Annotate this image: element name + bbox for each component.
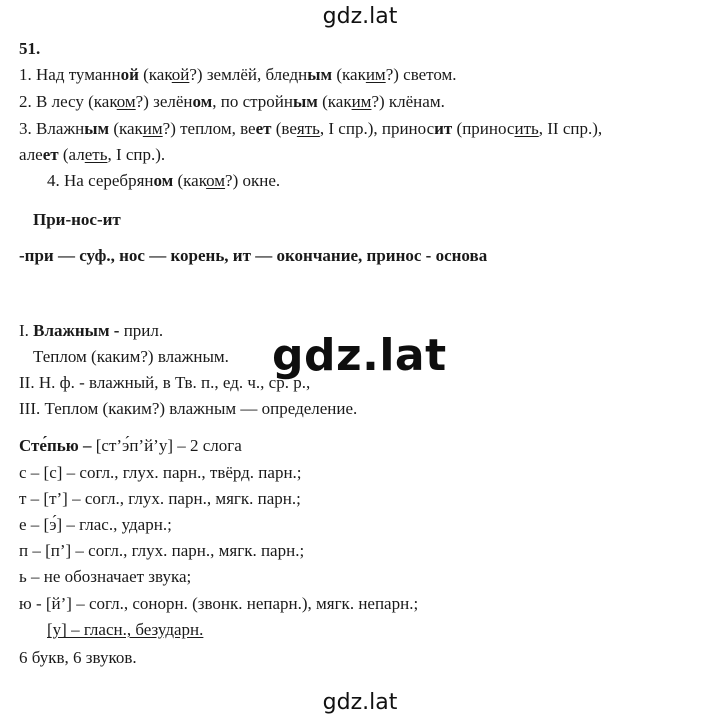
- text-segment: [у] – гласн., безударн.: [47, 620, 204, 639]
- morph-title: [33, 209, 121, 231]
- task-number: 51.: [19, 39, 41, 58]
- text-segment: ым: [84, 119, 110, 138]
- watermark-middle: gdz.lat: [272, 330, 447, 381]
- text-segment: ым: [293, 92, 318, 111]
- text-segment: -при — суф., нос — корень, ит — окончание, принос - основа: [19, 246, 488, 265]
- text-segment: 6 букв, 6 звуков.: [19, 648, 137, 667]
- text-segment: е – [э́] – глас., ударн.;: [19, 515, 172, 534]
- morph-analysis: [19, 245, 487, 267]
- text-segment: ит: [434, 119, 453, 138]
- text-segment: (как: [109, 119, 143, 138]
- phonetic-p: [19, 540, 304, 562]
- text-segment: ить: [514, 119, 539, 138]
- text-segment: III. Теплом (каким?) влажным — определение.: [19, 399, 358, 418]
- text-segment: Влажным -: [33, 321, 120, 340]
- text-segment: (как: [173, 171, 207, 190]
- text-segment: ет: [42, 145, 59, 164]
- text-segment: I.: [19, 321, 34, 340]
- text-segment: ом: [192, 92, 213, 111]
- parse-line-3: [19, 372, 310, 394]
- text-segment: але: [19, 145, 43, 164]
- text-segment: , по стройн: [212, 92, 293, 111]
- text-segment: , I спр.), принос: [319, 119, 435, 138]
- phonetic-e: [19, 514, 172, 536]
- text-segment: (как: [138, 65, 172, 84]
- text-segment: ом: [206, 171, 226, 190]
- parse-line-4: [19, 398, 357, 420]
- text-segment: ом: [153, 171, 174, 190]
- phonetic-s: [19, 462, 302, 484]
- text-segment: п – [п’] – согл., глух. парн., мягк. парн.;: [19, 541, 305, 560]
- text-segment: ым: [307, 65, 333, 84]
- text-segment: (ве: [271, 119, 297, 138]
- text-segment: ой: [171, 65, 190, 84]
- sentence-3: [19, 118, 602, 140]
- parse-line-2: [33, 346, 229, 368]
- phonetic-t: [19, 488, 301, 510]
- text-segment: т – [т’] – согл., глух. парн., мягк. парн.;: [19, 489, 301, 508]
- text-segment: (ал: [58, 145, 85, 164]
- text-segment: еть: [84, 145, 108, 164]
- watermark-top: gdz.lat: [322, 4, 398, 29]
- text-segment: II. Н. ф. - влажный, в Тв. п., ед. ч., ср. р.,: [19, 373, 311, 392]
- text-segment: (как: [317, 92, 352, 111]
- text-segment: (принос: [452, 119, 515, 138]
- phonetic-u: [47, 619, 203, 641]
- sentence-3-continuation: [19, 144, 165, 166]
- phonetic-yu: [19, 593, 418, 615]
- phonetic-soft-sign: [19, 566, 191, 588]
- phonetic-total: [19, 647, 137, 669]
- text-segment: ой: [120, 65, 139, 84]
- text-segment: ?) клёнам.: [371, 92, 445, 111]
- text-segment: ?) теплом, ве: [162, 119, 256, 138]
- text-segment: При-нос-ит: [33, 210, 121, 229]
- text-segment: им: [142, 119, 163, 138]
- sentence-4: [47, 170, 280, 192]
- sentence-2: [19, 91, 445, 113]
- text-segment: ю - [й’] – согл., сонорн. (звонк. непарн.), мягк. непарн.;: [19, 594, 419, 613]
- text-segment: им: [365, 65, 386, 84]
- watermark-bottom: gdz.lat: [322, 690, 398, 715]
- text-segment: Сте́пью –: [19, 436, 92, 455]
- text-segment: , II спр.),: [538, 119, 603, 138]
- parse-line-1: [19, 320, 163, 342]
- text-segment: , I спр.).: [107, 145, 166, 164]
- text-segment: ять: [296, 119, 320, 138]
- text-segment: 2. В лесу (как: [19, 92, 117, 111]
- text-segment: 3. Влажн: [19, 119, 85, 138]
- phonetic-title: [19, 435, 242, 457]
- text-segment: 1. Над туманн: [19, 65, 121, 84]
- text-segment: [ст’э́п’й’у] – 2 слога: [91, 436, 242, 455]
- text-segment: ?) зелён: [135, 92, 193, 111]
- text-segment: с – [с] – согл., глух. парн., твёрд. парн.;: [19, 463, 302, 482]
- text-segment: ет: [255, 119, 272, 138]
- text-segment: прил.: [119, 321, 164, 340]
- text-segment: ?) окне.: [225, 171, 281, 190]
- text-segment: ом: [116, 92, 136, 111]
- sentence-1: [19, 64, 457, 86]
- text-segment: 4. На серебрян: [47, 171, 154, 190]
- text-segment: им: [351, 92, 372, 111]
- text-segment: ь – не обозначает звука;: [19, 567, 192, 586]
- text-segment: Теплом (каким?) влажным.: [33, 347, 229, 366]
- text-segment: (как: [332, 65, 366, 84]
- text-segment: ?) светом.: [385, 65, 457, 84]
- text-segment: ?) землёй, бледн: [189, 65, 308, 84]
